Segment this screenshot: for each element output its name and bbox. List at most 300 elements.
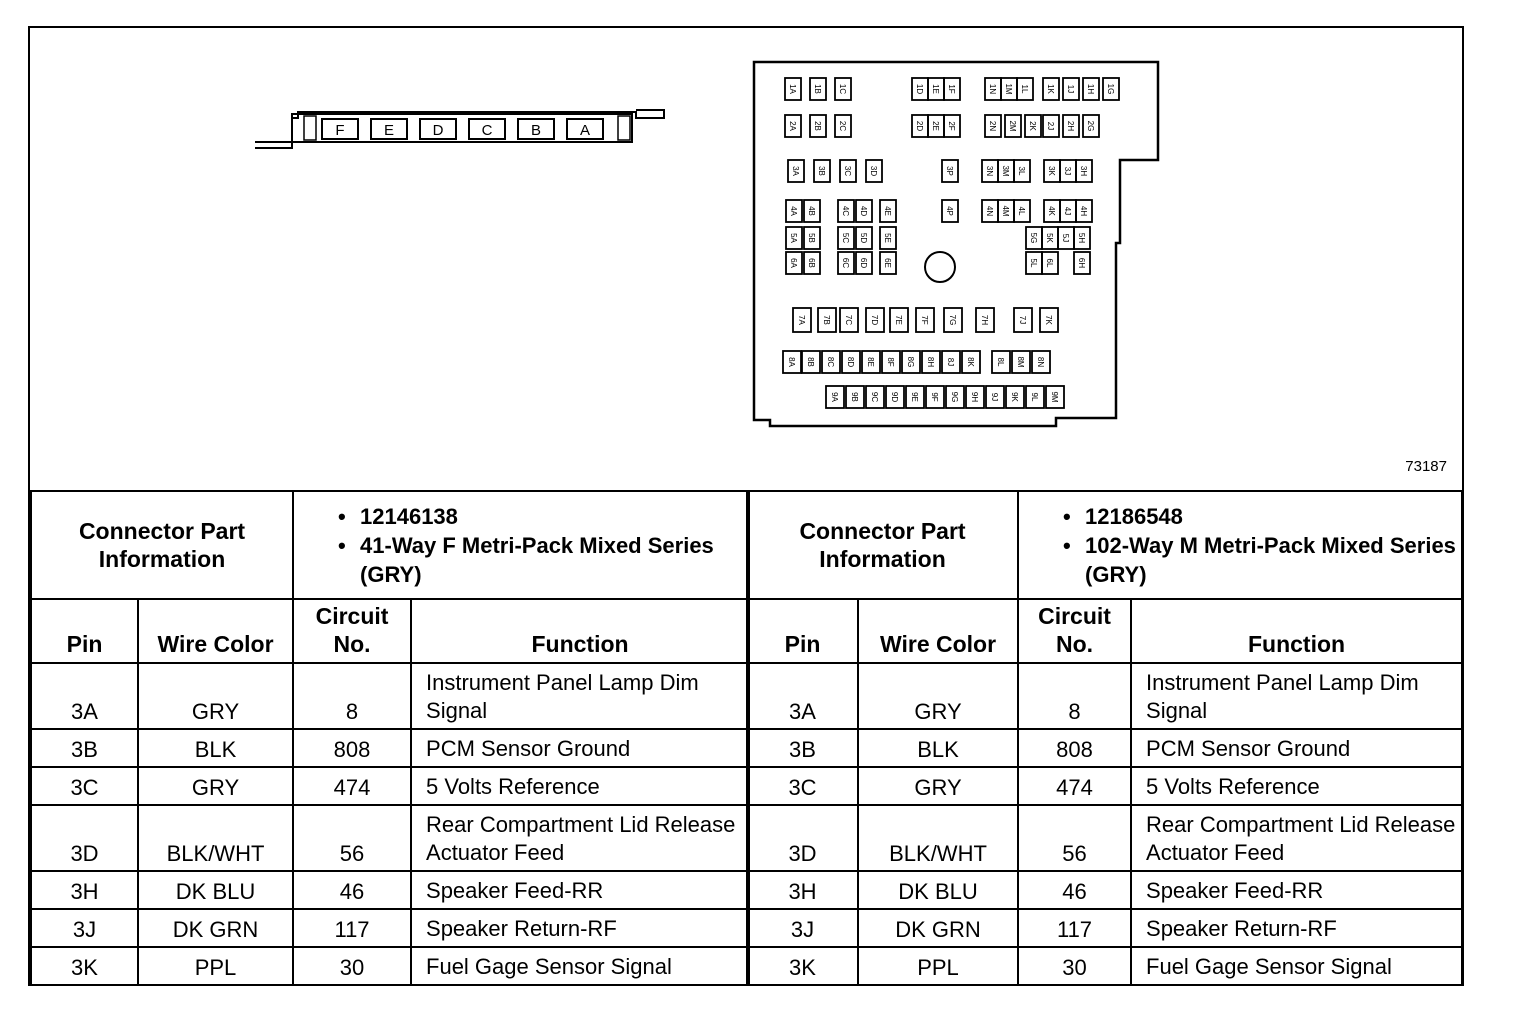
table-row	[747, 947, 1462, 985]
fuse-cell	[922, 351, 940, 373]
fuse-cell	[1076, 200, 1092, 222]
fuse-cell	[840, 308, 858, 332]
wire-color-cell: DK BLU	[858, 871, 1018, 909]
fuse-cell-label: 4B	[807, 206, 816, 216]
fuse-cell	[942, 160, 958, 182]
fuse-cell-label: 2B	[813, 121, 822, 131]
fuse-cell-label: 3N	[985, 165, 994, 177]
fuse-cell	[835, 78, 851, 100]
col-function: Function	[1131, 599, 1462, 663]
fuse-cell-label: 1C	[838, 83, 847, 95]
fuse-cell-label: 1E	[931, 84, 940, 94]
fuse-cell-label: 4N	[985, 205, 994, 217]
pin-cell: 3D	[747, 805, 858, 871]
fuse-cell	[1083, 78, 1099, 100]
fuse-cell	[1012, 351, 1030, 373]
fuse-cell-label: 9D	[890, 391, 899, 403]
connector-table-right	[746, 490, 1463, 986]
fuse-cell-label: 1H	[1086, 83, 1095, 95]
fuse-cell-label: 9F	[930, 392, 939, 402]
fuse-cell-label: 1D	[915, 83, 924, 95]
col-circuit: Circuit No.	[293, 599, 411, 663]
fuse-cell	[1044, 160, 1060, 182]
circuit-cell: 56	[293, 805, 411, 871]
fuse-cell	[856, 227, 872, 249]
fuse-cell-label: 2C	[838, 120, 847, 132]
fuse-cell-label: 6A	[789, 258, 798, 268]
wire-color-cell: BLK	[858, 729, 1018, 767]
pin-cell: 3J	[31, 909, 138, 947]
fuse-cell	[866, 160, 882, 182]
fuse-cell-label: 2M	[1008, 120, 1017, 132]
fuse-cell-label: 1B	[813, 84, 822, 94]
fuse-cell	[1017, 78, 1033, 100]
connector-drawing	[30, 28, 1461, 490]
fuse-cell	[1044, 200, 1060, 222]
fuse-cell-label: 1A	[788, 84, 797, 94]
fuse-cell	[1025, 115, 1041, 137]
fuse-cell-label: 3J	[1063, 166, 1072, 176]
fuse-cell-label: 4P	[945, 206, 954, 216]
fuse-cell-label: 6C	[841, 257, 850, 269]
function-cell: Instrument Panel Lamp Dim Signal	[1131, 663, 1462, 729]
pin-cell: 3C	[747, 767, 858, 805]
fuse-cell	[1040, 308, 1058, 332]
fuse-cell-label: 2F	[947, 121, 956, 131]
fuse-cell-label: 1K	[1046, 84, 1055, 94]
header-info	[1018, 491, 1462, 599]
fuse-cell	[793, 308, 811, 332]
fuse-cell-label: 8A	[787, 357, 796, 367]
fuse-cell-label: 5G	[1029, 232, 1038, 244]
table-row	[747, 871, 1462, 909]
fuse-cell-label: 6B	[807, 258, 816, 268]
table-row	[31, 729, 749, 767]
function-cell: 5 Volts Reference	[1131, 767, 1462, 805]
connector-description: • 41-Way F Metri-Pack Mixed Series (GRY)	[360, 531, 748, 589]
function-cell: Speaker Feed-RR	[411, 871, 749, 909]
circuit-cell: 46	[1018, 871, 1131, 909]
fuse-cell-label: 9G	[950, 391, 959, 403]
fuse-cell-label: 3K	[1047, 166, 1056, 176]
circuit-cell: 30	[1018, 947, 1131, 985]
fuse-cell-label: 1M	[1004, 83, 1013, 95]
fuse-cell-label: 4M	[1001, 205, 1010, 217]
fuse-cell	[866, 308, 884, 332]
fuse-cell-label: 8B	[806, 357, 815, 367]
fuse-cell-label: 8D	[846, 356, 855, 368]
fuse-cell-label: 7K	[1044, 315, 1053, 325]
wire-color-cell: BLK/WHT	[138, 805, 293, 871]
fuse-cell-label: 7G	[948, 314, 957, 326]
col-circuit: Circuit No.	[1018, 599, 1131, 663]
fuse-cell	[840, 160, 856, 182]
fuse-cell	[976, 308, 994, 332]
fuse-cell	[788, 160, 804, 182]
fuse-cell	[804, 252, 820, 274]
function-cell: Rear Compartment Lid Release Actuator Feed	[1131, 805, 1462, 871]
fuse-cell-label: 5E	[883, 233, 892, 243]
table-row	[747, 729, 1462, 767]
wire-color-cell: BLK/WHT	[858, 805, 1018, 871]
figure-id: 73187	[1405, 458, 1447, 475]
fuse-cell	[1076, 160, 1092, 182]
table-row	[747, 805, 1462, 871]
table-row	[747, 909, 1462, 947]
pin-cell: 3B	[31, 729, 138, 767]
fuse-cell-label: 5L	[1029, 258, 1038, 268]
fuse-cell-label: 2D	[915, 120, 924, 132]
fuse-cell-label: 4D	[859, 205, 868, 217]
fuse-cell-label: 3M	[1001, 165, 1010, 177]
fuse-cell	[912, 78, 928, 100]
fuse-cell	[942, 351, 960, 373]
table-row	[747, 767, 1462, 805]
fuse-cell-label: 2H	[1066, 120, 1075, 132]
fuse-cell-label: 8F	[886, 357, 895, 367]
fuse-cell-label: 4K	[1047, 206, 1056, 216]
fuse-cell	[866, 386, 884, 408]
fuse-cell	[838, 200, 854, 222]
fuse-cell	[1074, 252, 1090, 274]
fuse-cell-label: 4H	[1079, 205, 1088, 217]
fuse-cell-label: 3C	[843, 165, 852, 177]
fuse-cell	[966, 386, 984, 408]
fuse-cell	[838, 252, 854, 274]
fuse-cell	[842, 351, 860, 373]
col-pin: Pin	[31, 599, 138, 663]
fuse-cell-label: 7B	[822, 315, 831, 325]
fuse-cell-label: 5A	[789, 233, 798, 243]
fuse-cell-label: 9C	[870, 391, 879, 403]
fuse-cell	[814, 160, 830, 182]
fuse-cell-label: 8H	[926, 356, 935, 368]
fuse-cell-label: 8N	[1036, 356, 1045, 368]
fuse-cell	[926, 386, 944, 408]
fuse-cell-label: 3P	[945, 166, 954, 176]
fuse-cell-label: 6H	[1077, 257, 1086, 269]
fuse-cell	[944, 115, 960, 137]
face-pin-label: E	[383, 122, 395, 139]
fuse-cell	[1083, 115, 1099, 137]
pin-cell: 3J	[747, 909, 858, 947]
fuse-cell	[802, 351, 820, 373]
fuse-cell	[1063, 78, 1079, 100]
table-row	[31, 871, 749, 909]
fuse-cell-label: 5H	[1077, 232, 1086, 244]
fuse-cell	[1026, 252, 1042, 274]
fuse-cell	[1060, 160, 1076, 182]
fuse-cell-label: 7E	[894, 315, 903, 325]
fuse-cell	[1032, 351, 1050, 373]
fuse-cell	[962, 351, 980, 373]
fuse-cell-label: 1F	[947, 84, 956, 94]
fuse-cell-label: 7D	[870, 314, 879, 326]
face-pin-label: A	[579, 122, 591, 139]
fuse-cell-label: 3B	[817, 166, 826, 176]
fuse-cell-label: 7F	[920, 315, 929, 325]
fuse-cell	[944, 308, 962, 332]
fuse-cell-label: 7H	[980, 314, 989, 326]
fuse-cell	[1060, 200, 1076, 222]
fuse-cell-label: 9B	[850, 392, 859, 402]
fuse-cell	[1043, 115, 1059, 137]
function-cell: Fuel Gage Sensor Signal	[1131, 947, 1462, 985]
wire-color-cell: GRY	[858, 767, 1018, 805]
fuse-cell	[786, 227, 802, 249]
fuse-cell	[944, 78, 960, 100]
function-cell: Rear Compartment Lid Release Actuator Feed	[411, 805, 749, 871]
pin-cell: 3C	[31, 767, 138, 805]
fuse-cell-label: 8K	[966, 357, 975, 367]
fuse-cell-label: 9K	[1010, 392, 1019, 402]
table-row	[31, 805, 749, 871]
fuse-cell	[912, 115, 928, 137]
fuse-cell-label: 6D	[859, 257, 868, 269]
fuse-cell-label: 2G	[1086, 120, 1095, 132]
wire-color-cell: GRY	[858, 663, 1018, 729]
pin-cell: 3H	[747, 871, 858, 909]
fuse-cell	[804, 200, 820, 222]
circuit-cell: 117	[293, 909, 411, 947]
fuse-cell	[856, 252, 872, 274]
fuse-cell-label: 9J	[990, 392, 999, 402]
fuse-cell	[1046, 386, 1064, 408]
fuse-cell	[906, 386, 924, 408]
fuse-cell	[902, 351, 920, 373]
fuse-cell-label: 1J	[1066, 84, 1075, 94]
fuse-cell-label: 7A	[797, 315, 806, 325]
fuse-cell	[992, 351, 1010, 373]
fuse-cell-label: 9E	[910, 392, 919, 402]
fuse-cell	[986, 386, 1004, 408]
fuse-cell	[982, 160, 998, 182]
fuse-cell-label: 1G	[1106, 83, 1115, 95]
fuse-cell	[1074, 227, 1090, 249]
fuse-block-face	[754, 62, 1158, 426]
fuse-cell-label: 4A	[789, 206, 798, 216]
table-row	[31, 947, 749, 985]
circuit-cell: 56	[1018, 805, 1131, 871]
fuse-cell	[916, 308, 934, 332]
fuse-cell	[838, 227, 854, 249]
fuse-cell	[890, 308, 908, 332]
fuse-cell	[1043, 78, 1059, 100]
fuse-cell	[880, 252, 896, 274]
fuse-cell-label: 5C	[841, 232, 850, 244]
fuse-cell-label: 4C	[841, 205, 850, 217]
table-row	[31, 663, 749, 729]
fuse-cell	[942, 200, 958, 222]
face-pin-label: F	[335, 122, 345, 139]
fuse-cell	[786, 200, 802, 222]
fuse-cell	[982, 200, 998, 222]
fuse-cell	[985, 115, 1001, 137]
fuse-cell-label: 8E	[866, 357, 875, 367]
function-cell: Instrument Panel Lamp Dim Signal	[411, 663, 749, 729]
function-cell: Speaker Return-RF	[411, 909, 749, 947]
col-pin: Pin	[747, 599, 858, 663]
fuse-cell	[1026, 386, 1044, 408]
circuit-cell: 8	[293, 663, 411, 729]
fuse-cell	[998, 160, 1014, 182]
fuse-cell	[1103, 78, 1119, 100]
fuse-cell-label: 4E	[883, 206, 892, 216]
wire-color-cell: BLK	[138, 729, 293, 767]
fuse-cell	[826, 386, 844, 408]
fuse-cell	[1026, 227, 1042, 249]
fuse-cell-label: 3H	[1079, 165, 1088, 177]
wire-color-cell: DK GRN	[138, 909, 293, 947]
fuse-cell-label: 7J	[1018, 315, 1027, 325]
table-row	[747, 663, 1462, 729]
fuse-cell	[856, 200, 872, 222]
fuse-cell	[928, 78, 944, 100]
connector-figure	[30, 28, 1461, 490]
function-cell: 5 Volts Reference	[411, 767, 749, 805]
wire-color-cell: DK GRN	[858, 909, 1018, 947]
col-wire-color: Wire Color	[138, 599, 293, 663]
fuse-cell-label: 6E	[883, 258, 892, 268]
pin-cell: 3K	[747, 947, 858, 985]
fuse-cell	[1014, 160, 1030, 182]
connector-tables	[30, 490, 1461, 986]
wire-color-cell: GRY	[138, 767, 293, 805]
fuse-cell	[822, 351, 840, 373]
fuse-cell	[985, 78, 1001, 100]
face-pin-label: C	[481, 122, 493, 139]
fuse-cell	[1014, 308, 1032, 332]
pin-cell: 3D	[31, 805, 138, 871]
fuse-cell	[785, 78, 801, 100]
circuit-cell: 808	[1018, 729, 1131, 767]
function-cell: Speaker Return-RF	[1131, 909, 1462, 947]
fuse-cell	[783, 351, 801, 373]
fuse-cell-label: 3L	[1017, 166, 1026, 176]
circuit-cell: 808	[293, 729, 411, 767]
wire-color-cell: PPL	[138, 947, 293, 985]
pin-cell: 3H	[31, 871, 138, 909]
fuse-cell-label: 8M	[1016, 356, 1025, 368]
fuse-cell	[886, 386, 904, 408]
fuse-cell-label: 8C	[826, 356, 835, 368]
function-cell: Fuel Gage Sensor Signal	[411, 947, 749, 985]
fuse-cell	[835, 115, 851, 137]
circuit-cell: 30	[293, 947, 411, 985]
fuse-cell-label: 5D	[859, 232, 868, 244]
fuse-cell	[1005, 115, 1021, 137]
wire-color-cell: PPL	[858, 947, 1018, 985]
fuse-cell-label: 3D	[869, 165, 878, 177]
fuse-cell	[1014, 200, 1030, 222]
fuse-cell-label: 2N	[988, 120, 997, 132]
pin-cell: 3A	[747, 663, 858, 729]
circuit-cell: 474	[293, 767, 411, 805]
header-label: Connector Part Information	[747, 491, 1018, 599]
fuse-cell	[928, 115, 944, 137]
pin-cell: 3K	[31, 947, 138, 985]
fuse-cell	[882, 351, 900, 373]
fuse-cell	[1006, 386, 1024, 408]
fuse-cell-label: 4L	[1017, 206, 1026, 216]
fuse-cell	[804, 227, 820, 249]
fuse-cell	[946, 386, 964, 408]
function-cell: PCM Sensor Ground	[411, 729, 749, 767]
fuse-cell	[810, 115, 826, 137]
side-connector	[255, 110, 664, 148]
header-label: Connector Part Information	[31, 491, 293, 599]
function-cell: PCM Sensor Ground	[1131, 729, 1462, 767]
wire-color-cell: GRY	[138, 663, 293, 729]
fuse-cell	[998, 200, 1014, 222]
fuse-cell	[1001, 78, 1017, 100]
fuse-cell	[818, 308, 836, 332]
circuit-cell: 8	[1018, 663, 1131, 729]
fuse-cell-label: 9L	[1030, 392, 1039, 402]
header-info	[293, 491, 749, 599]
fuse-cell	[862, 351, 880, 373]
pin-cell: 3A	[31, 663, 138, 729]
diagram-frame	[28, 26, 1464, 986]
fuse-cell-label: 2E	[931, 121, 940, 131]
fuse-cell	[786, 252, 802, 274]
fuse-cell-label: 9A	[830, 392, 839, 402]
connector-table-left	[30, 490, 750, 986]
fuse-cell-label: 9M	[1050, 391, 1059, 403]
fuse-cell-label: 7C	[844, 314, 853, 326]
function-cell: Speaker Feed-RR	[1131, 871, 1462, 909]
part-number: • 12186548	[1085, 502, 1461, 531]
col-function: Function	[411, 599, 749, 663]
face-pin-label: B	[530, 122, 542, 139]
fuse-cell-label: 9H	[970, 391, 979, 403]
circuit-cell: 46	[293, 871, 411, 909]
fuse-cell	[1042, 252, 1058, 274]
fuse-cell-label: 3A	[791, 166, 800, 176]
part-number: • 12146138	[360, 502, 748, 531]
wire-color-cell: DK BLU	[138, 871, 293, 909]
fuse-cell-label: 5K	[1045, 233, 1054, 243]
fuse-cell	[846, 386, 864, 408]
fuse-cell-label: 5J	[1061, 233, 1070, 243]
fuse-cell-label: 5B	[807, 233, 816, 243]
fuse-cell	[785, 115, 801, 137]
fuse-cell	[810, 78, 826, 100]
fuse-cell-label: 1N	[988, 83, 997, 95]
fuse-cell-label: 8J	[946, 357, 955, 367]
fuse-cell	[880, 200, 896, 222]
fuse-cell	[1058, 227, 1074, 249]
fuse-cell-label: 1L	[1020, 84, 1029, 94]
fuse-cell-label: 4J	[1063, 206, 1072, 216]
fuse-cell-label: 8G	[906, 356, 915, 368]
fuse-cell	[1063, 115, 1079, 137]
fuse-cell-label: 6L	[1045, 258, 1054, 268]
face-pin-label: D	[432, 122, 444, 139]
fuse-cell-label: 2J	[1046, 121, 1055, 131]
fuse-cell	[880, 227, 896, 249]
connector-description: • 102-Way M Metri-Pack Mixed Series (GRY)	[1085, 531, 1461, 589]
circuit-cell: 474	[1018, 767, 1131, 805]
circuit-cell: 117	[1018, 909, 1131, 947]
fuse-cell-label: 8L	[996, 357, 1005, 367]
fuse-cell	[1042, 227, 1058, 249]
col-wire-color: Wire Color	[858, 599, 1018, 663]
pin-cell: 3B	[747, 729, 858, 767]
table-row	[31, 767, 749, 805]
fuse-cell-label: 2K	[1028, 121, 1037, 131]
fuse-cell-label: 2A	[788, 121, 797, 131]
